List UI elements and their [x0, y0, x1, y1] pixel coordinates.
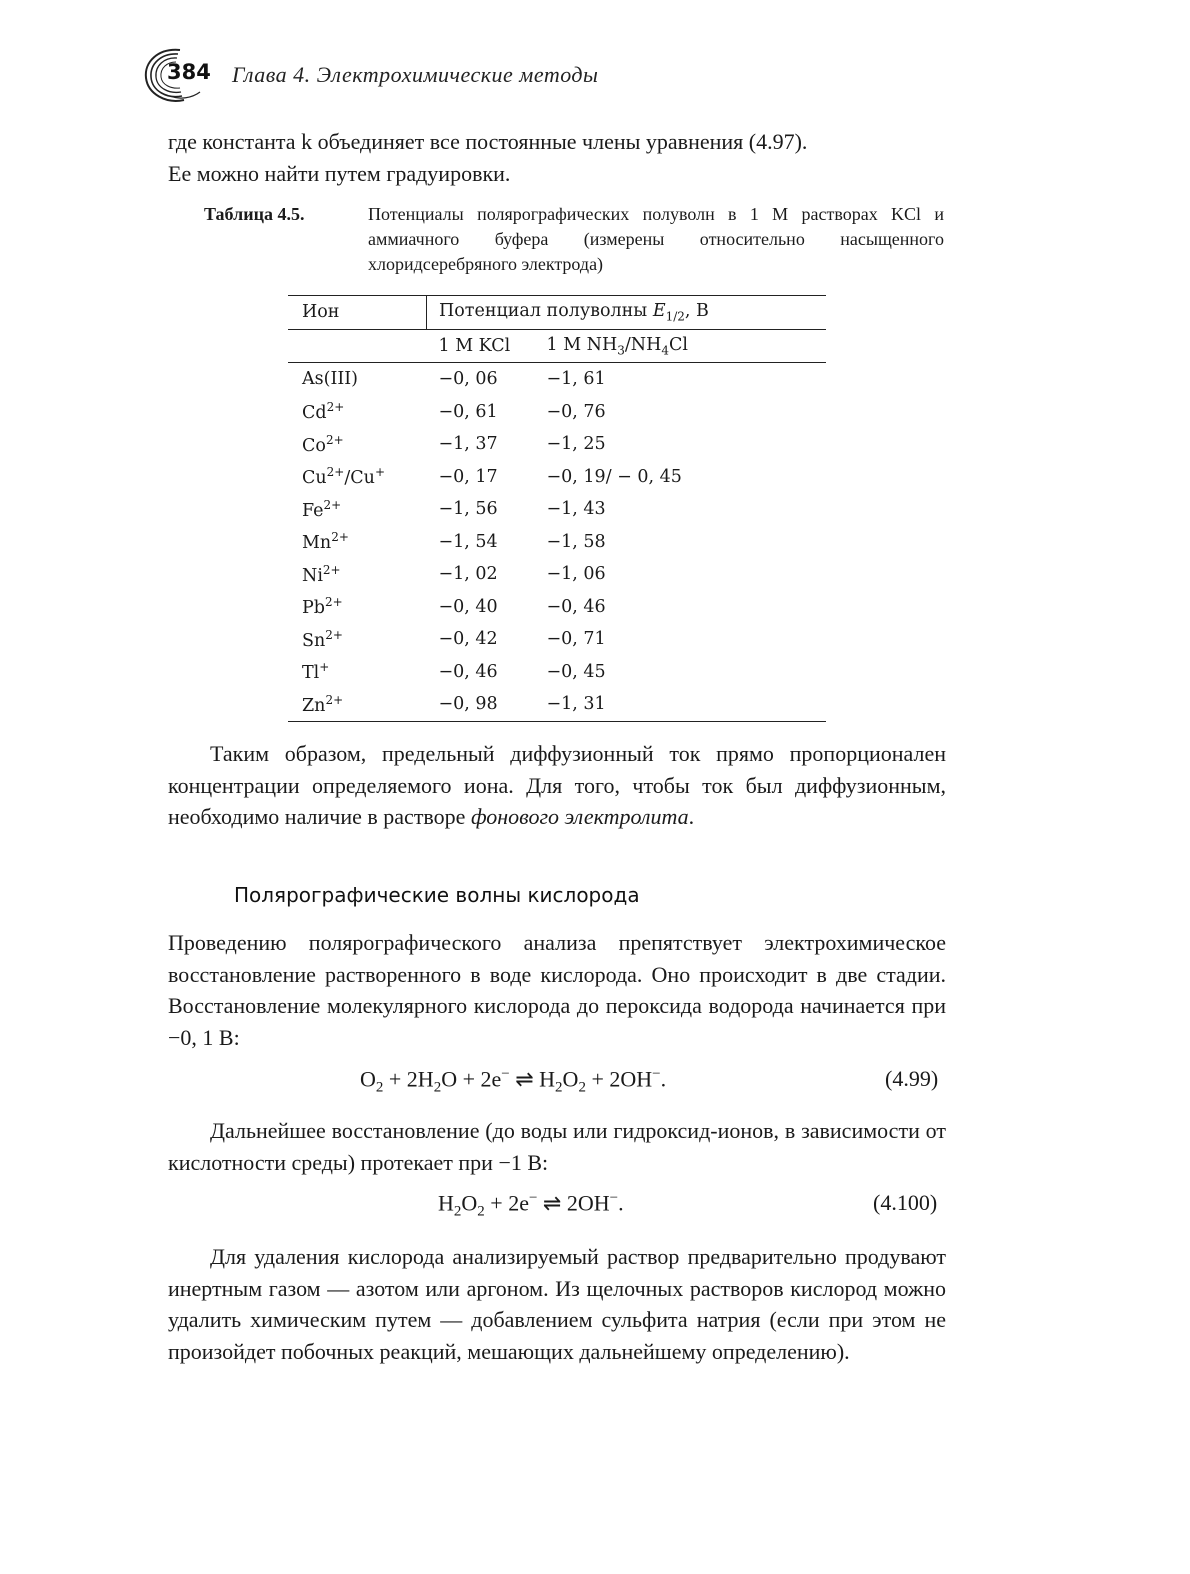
cell-ion: $Sn^{2+}$: [302, 627, 343, 651]
paragraph-1: Таким образом, предельный диффузионный ток прямо пропорционален концентрации определяемого иона. Для того, чтобы ток был диффузионным, необходимо наличие в растворе фонового электролита.: [168, 741, 946, 829]
equation-number-4-100: (4.100): [873, 1190, 938, 1215]
cell-nh3: −1, 58: [546, 531, 606, 552]
cell-kcl: −0, 61: [438, 401, 498, 422]
intro-line-1: где константа k объединяет все постоянные члены уравнения (4.97).: [168, 129, 808, 154]
header-potential-text: Потенциал полуволны $E_{1/2}$, В: [439, 301, 709, 324]
table-row: [288, 591, 826, 624]
intro-line-2: Ее можно найти путем градуировки.: [168, 160, 511, 186]
potentials-table: [288, 295, 826, 722]
cell-nh3: −0, 46: [546, 596, 606, 617]
cell-ion: $Zn^{2+}$: [288, 688, 427, 721]
subheader-nh3: 1 М $NH_3/NH_4Cl$: [543, 329, 827, 363]
cell-kcl: −0, 98: [427, 688, 543, 721]
cell-nh3: −0, 45: [546, 661, 606, 682]
cell-nh3: −1, 06: [546, 564, 606, 585]
page-header: [140, 46, 840, 106]
paragraph-2: Проведению полярографического анализа препятствует электрохимическое восстановление растворенного в воде кислорода. Оно происходит в две стадии. Восстановление молекулярного кислорода до пероксида водорода начинается при −0, 1 В:: [168, 930, 946, 1050]
table-row: [288, 461, 826, 494]
cell-nh3: −0, 71: [546, 629, 606, 650]
cell-ion: $Co^{2+}$: [302, 432, 344, 456]
cell-nh3: −1, 61: [546, 369, 606, 390]
cell-kcl: −1, 56: [438, 499, 498, 520]
cell-ion: As(III): [302, 369, 359, 390]
cell-kcl: −0, 42: [438, 629, 498, 650]
cell-ion: $Cu^{2+}/Cu^+$: [302, 465, 385, 489]
cell-ion: $Ni^{2+}$: [302, 562, 341, 586]
running-head: Глава 4. Электрохимические методы: [232, 62, 599, 87]
table-row: [288, 363, 826, 396]
cell-nh3: −1, 43: [546, 499, 606, 520]
cell-ion: $Pb^{2+}$: [302, 595, 343, 619]
cell-nh3: −0, 76: [546, 401, 606, 422]
equation-4-100: $H_2O_2 + 2e^-$ ⇌ 2OH−.: [438, 1190, 624, 1220]
table-header-row: [288, 296, 826, 330]
cell-kcl: −1, 37: [438, 434, 498, 455]
table-caption-text: Потенциалы полярографических полуволн в 1 М растворах KCl и аммиачного буфера (измерены относительно насыщенного хлоридсеребряного электрода): [368, 204, 944, 274]
cell-kcl: −0, 46: [438, 661, 498, 682]
page-number: 384: [167, 60, 211, 84]
table-row: [288, 688, 826, 721]
cell-ion: $Cd^{2+}$: [302, 400, 345, 424]
section-heading: Полярографические волны кислорода: [234, 883, 640, 907]
table-row: [288, 493, 826, 526]
header-potential: [427, 296, 827, 330]
table-label: Таблица 4.5.: [204, 204, 305, 224]
cell-kcl: −1, 54: [438, 531, 498, 552]
equation-4-99: $O_2 + 2H_2O + 2e^-$ ⇌ $H_2O_2 + 2OH^-$.: [360, 1066, 667, 1096]
table-row: [288, 526, 826, 559]
paragraph-4: Для удаления кислорода анализируемый раствор предварительно продувают инертным газом — азотом или аргоном. Из щелочных растворов кислород можно удалить химическим путем — добавлением сульфита натрия (если при этом не произойдет побочных реакций, мешающих дальнейшему определению).: [168, 1244, 946, 1364]
cell-kcl: −0, 40: [438, 596, 498, 617]
subheader-kcl: 1 М KCl: [427, 329, 543, 363]
cell-nh3: −0, 19/ − 0, 45: [546, 466, 682, 487]
table-row: [288, 656, 826, 689]
table-row: [288, 396, 826, 429]
cell-ion: Tl+: [302, 660, 330, 684]
cell-ion: $Mn^{2+}$: [302, 530, 349, 554]
intro-text: [168, 126, 946, 189]
cell-ion: $Fe^{2+}$: [302, 497, 342, 521]
emphasis-background-electrolyte: фонового электролита: [470, 804, 689, 829]
header-ion: Ион: [288, 296, 427, 330]
table-row: [288, 428, 826, 461]
cell-kcl: −0, 06: [438, 369, 498, 390]
cell-kcl: −1, 02: [438, 564, 498, 585]
table-row: [288, 623, 826, 656]
cell-nh3: −1, 31: [543, 688, 827, 721]
equation-number-4-99: (4.99): [885, 1066, 939, 1091]
cell-kcl: −0, 17: [438, 466, 498, 487]
table-row: [288, 558, 826, 591]
table-subheader-row: [288, 329, 826, 363]
cell-nh3: −1, 25: [546, 434, 606, 455]
paragraph-3: Дальнейшее восстановление (до воды или гидроксид-ионов, в зависимости от кислотности среды) протекает при −1 В:: [168, 1118, 946, 1175]
